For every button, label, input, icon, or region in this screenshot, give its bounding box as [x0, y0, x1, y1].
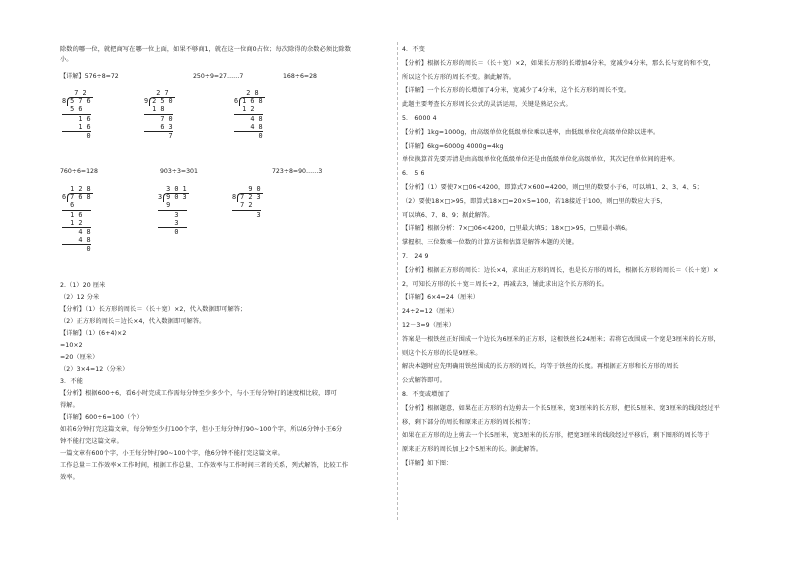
- text-line: 公式解答即可。: [402, 377, 447, 385]
- long-division-723: [232, 185, 261, 219]
- remainder-row: 3: [232, 210, 261, 219]
- text-line: 钟不能打完这篇文章。: [60, 438, 123, 445]
- product-row: 1 2: [62, 219, 91, 228]
- text-line: =10×2: [60, 342, 83, 349]
- quotient-row: 3 0 1: [158, 185, 187, 193]
- text-line: 12－3=9（厘米）: [402, 321, 455, 329]
- text-line: 【分析】根据长方形的周长＝（长＋宽）×2，如果长方形的长增加4分米，宽减少4分米，那么长与宽的和不变，: [402, 59, 715, 67]
- text-line: 单位换算首先要弄清是由高级单位化低级单位还是由低级单位化高级单位，其次记住单位间的进率。: [402, 156, 679, 164]
- equation-760: 760÷6=128: [60, 168, 98, 175]
- text-line: =20（厘米）: [60, 354, 99, 361]
- text-line: 【详解】6×4=24（厘米）: [402, 294, 480, 302]
- text-line: 一篇文章有600个字，小王每分钟打90~100个字，他6分钟不能打完这篇文章。: [60, 450, 284, 457]
- dividend-row: 8 5 7 6: [62, 97, 91, 106]
- text-line: 效率。: [60, 474, 79, 481]
- text-line: 3．不能: [60, 378, 83, 385]
- text-line: 2.（1）20 厘米: [60, 282, 106, 289]
- equation-250: 250÷9=27……7: [193, 73, 244, 80]
- text-line: 【详解】一个长方形的长增加了4分米，宽减少了4分米，这个长方形的周长不变。: [402, 87, 631, 95]
- division-bracket: [163, 193, 189, 202]
- text-line: 8．不变或增加了: [402, 390, 451, 398]
- remainder-row: 0: [158, 227, 179, 236]
- dividend-row: 3 9 0 3: [158, 193, 187, 202]
- long-division-168: [234, 89, 263, 140]
- text-line: 如果在正方形的边上剪去一个长5厘米，宽3厘米的长方形，把宽3厘米的线段经过平移后，剩下图形的周长等于: [402, 432, 710, 440]
- answers-4-8: [402, 46, 774, 468]
- text-line: 【分析】根据600÷6，看6小时完成工作需每分钟至少多少个，与小王每分钟打的速度相比较，即可: [60, 390, 337, 397]
- remainder-row: 0: [62, 245, 91, 254]
- product-row: 1 6: [62, 122, 91, 131]
- text-line: 24÷2=12（厘米）: [402, 308, 458, 316]
- dividend-row: 8 7 2 3: [232, 193, 261, 202]
- text-line: 所以这个长方形的周长不变。据此解答。: [402, 73, 516, 81]
- division-bracket: [149, 97, 175, 106]
- product-row: 9: [158, 201, 187, 210]
- text-line: 答案是一根铁丝正好围成一个边长为6厘米的正方形，这根铁丝长24厘米；若将它改围成一个宽是3厘米的长方形，: [402, 335, 720, 343]
- text-line: 原来正方形的周长加上2个5厘米的长。据此解答。: [402, 446, 543, 454]
- long-division-768: [62, 185, 91, 254]
- long-division-903: [158, 185, 187, 236]
- product-row: 6 3: [144, 122, 173, 131]
- text-line: （2）12 分米: [60, 294, 100, 301]
- dividend-row: 9 2 5 0: [144, 97, 173, 106]
- text-line: 【详解】600÷6=100（个）: [60, 414, 143, 421]
- remainder-row: 7 0: [144, 114, 173, 123]
- remainder-row: 3: [158, 210, 179, 219]
- text-line: 【详解】（1）(6+4)×2: [60, 330, 127, 337]
- text-line: 5． 6000 4: [402, 114, 437, 122]
- dividend-row: 6 7 6 8: [62, 193, 91, 202]
- text-line: 【分析】1kg=1000g，由高级单位化低级单位乘以进率，由低级单位化高级单位除以进率。: [402, 128, 660, 136]
- text-line: 移，剩下部分的周长和原来正方形的周长相等；: [402, 418, 535, 426]
- text-line: 解决本题时应先明确用铁丝围成的长方形的周长，均等于铁丝的长度。再根据正方形和长方形的周长: [402, 363, 679, 371]
- quotient-row: 1 2 8: [62, 185, 91, 193]
- equation-723: 723÷8=90……3: [272, 168, 323, 175]
- answers-2-3: [60, 282, 348, 482]
- text-line: 【详解】6kg=6000g 4000g=4kg: [402, 142, 504, 150]
- product-row: 3: [158, 219, 187, 228]
- text-line: （2）3×4=12（分米）: [60, 366, 129, 373]
- text-line: 【分析】根据正方形的周长：边长×4，求出正方形的周长，也是长方形的周长，根据长方形的周长＝（长＋宽）×: [402, 266, 719, 274]
- division-bracket: [237, 193, 263, 202]
- dividend-row: 6 1 6 8: [234, 97, 263, 106]
- division-bracket: [67, 97, 93, 106]
- long-division-250: [144, 89, 173, 140]
- text-line: 4．不变: [402, 46, 425, 53]
- quotient-row: 7 2: [62, 89, 87, 97]
- product-row: 1 8: [144, 105, 173, 114]
- text-line: （2）要使18×□>95，即算式18×□=20×5=100，若18接近于100，则□里的数应大于5，: [402, 197, 667, 205]
- intro-line-1: 除数的哪一位，就把商写在哪一位上面，如果不够商1，就在这一位商0占位；每次除得的余数必须比除数: [60, 46, 352, 53]
- text-line: 【分析】（1）长方形的周长＝（长＋宽）×2，代入数据即可解答；: [60, 306, 247, 313]
- remainder-row: 7: [144, 131, 173, 140]
- quotient-row: 2 8: [234, 89, 259, 97]
- product-row: 4 8: [234, 122, 263, 131]
- text-line: 7． 24 9: [402, 252, 429, 260]
- equation-903: 903÷3=301: [160, 168, 198, 175]
- column-divider: [397, 42, 398, 520]
- text-line: 【分析】根据题意，如果在正方形的右边剪去一个长5厘米，宽3厘米的长方形，把长5厘米、宽3厘米的线段经过平: [402, 404, 720, 412]
- text-line: 工作总量＝工作效率×工作时间，根据工作总量、工作效率与工作时间三者的关系，列式解答，比较工作: [60, 462, 349, 469]
- division-bracket: [67, 193, 93, 202]
- remainder-row: 0: [62, 131, 91, 140]
- remainder-row: 1 6: [62, 210, 83, 219]
- remainder-row: 0: [234, 131, 263, 140]
- long-division-576: [62, 89, 91, 140]
- text-line: 【详解】根据分析：7×□06<4200，□里最大填5；18×□>95，□里最小填6。: [402, 225, 632, 233]
- quotient-row: 2 7: [144, 89, 169, 97]
- division-bracket: [239, 97, 265, 106]
- text-line: 得解。: [60, 402, 79, 409]
- equation-168: 168÷6=28: [283, 73, 317, 80]
- text-line: （2）正方形的周长＝边长×4，代入数据即可解答。: [60, 318, 206, 325]
- product-row: 5 6: [62, 105, 91, 114]
- text-line: 如若6分钟打完这篇文章，每分钟至少打100个字，但小王每分钟打90~100个字，所以6分钟小王6分: [60, 426, 343, 433]
- product-row: 4 8: [62, 236, 91, 245]
- text-line: 6． 5 6: [402, 170, 425, 178]
- product-row: 6: [62, 201, 91, 210]
- answer-heading: 【详解】576÷8=72: [60, 73, 119, 80]
- quotient-row: 9 0: [232, 185, 261, 193]
- remainder-row: 4 8: [62, 227, 91, 236]
- remainder-row: 1 6: [62, 114, 91, 123]
- product-row: 1 2: [234, 105, 263, 114]
- text-line: 则这个长方形的长是9厘米。: [402, 349, 482, 357]
- intro-line-2: 小。: [60, 56, 73, 63]
- text-line: 此题主要考查长方形周长公式的灵活运用，关键是熟记公式。: [402, 101, 572, 109]
- text-line: 【详解】如下图：: [402, 459, 453, 467]
- text-line: 掌握积、三位数乘一位数的计算方法和估算是解答本题的关键。: [402, 239, 579, 247]
- text-line: 【分析】（1）要使7×□06<4200，即算式7×600=4200，则□里的数要小于6，可以填1、2、3、4、5；: [402, 183, 704, 191]
- product-row: 7 2: [232, 201, 261, 210]
- remainder-row: 4 8: [234, 114, 263, 123]
- text-line: 可以填6、7、8、9；据此解答。: [402, 211, 494, 219]
- text-line: 2，可知长方形的长＋宽＝周长÷2，再减去3，铺此求出这个长方形的长。: [402, 280, 609, 288]
